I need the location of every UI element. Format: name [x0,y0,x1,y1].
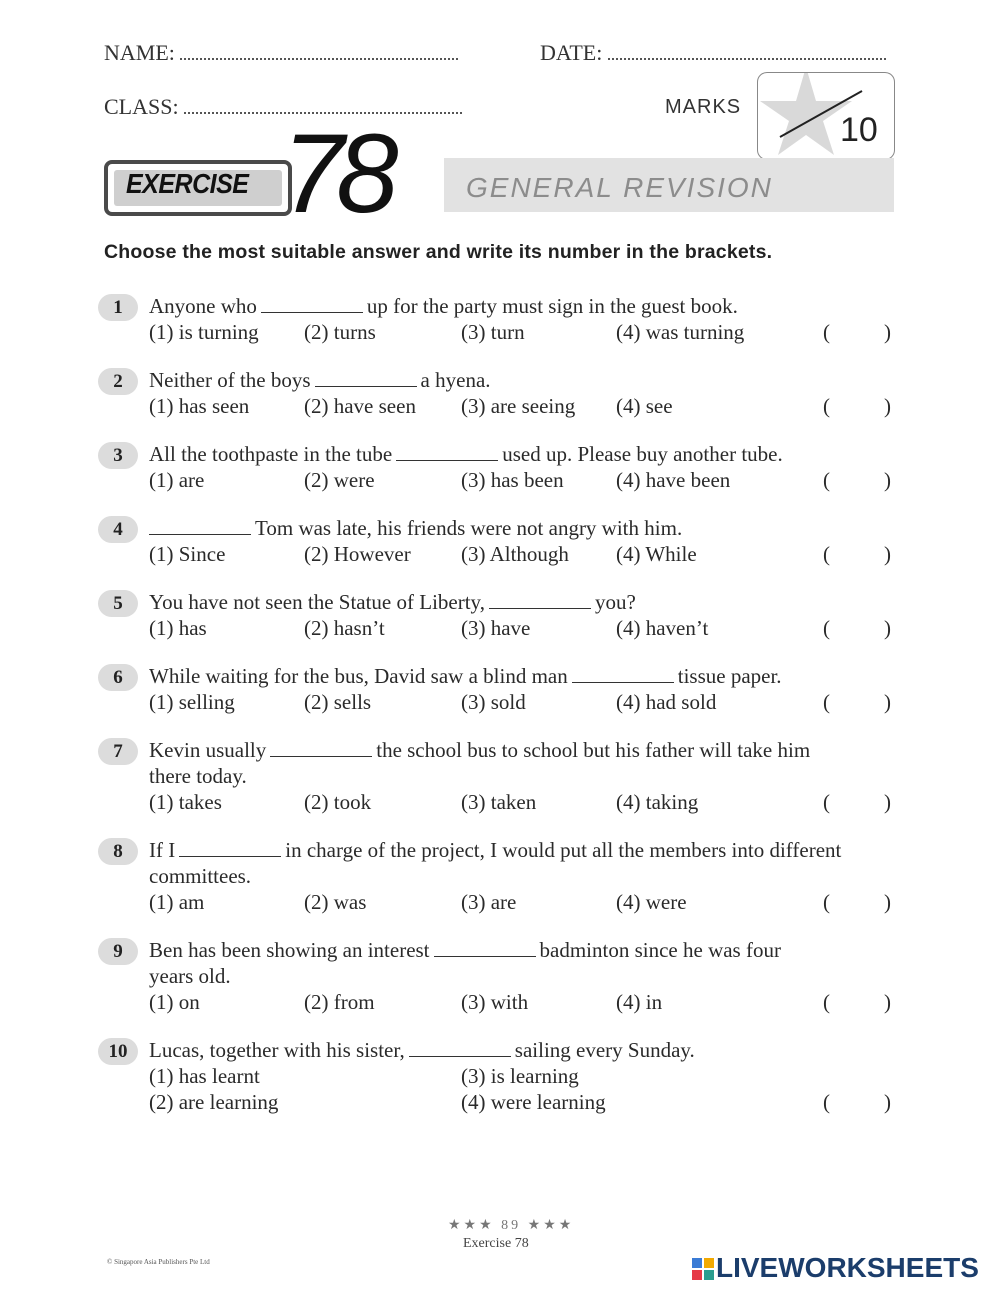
answer-option[interactable]: (3) is learning [461,1064,579,1088]
question-number-badge: 2 [98,368,138,395]
answer-blank[interactable] [572,668,674,683]
footer-exercise-label: Exercise 78 [463,1236,529,1251]
page-title: GENERAL REVISION [466,172,773,203]
answer-slot[interactable] [836,544,880,566]
answer-bracket-close: ) [884,394,891,418]
answer-option[interactable]: (3) are [461,890,517,914]
answer-blank[interactable] [261,298,363,313]
question-number-badge: 8 [98,838,138,865]
answer-option[interactable]: (3) with [461,990,529,1014]
question-number-badge: 7 [98,738,138,765]
answer-blank[interactable] [270,742,372,757]
answer-bracket-close: ) [884,320,891,344]
answer-slot[interactable] [836,692,880,714]
answer-bracket-close: ) [884,990,891,1014]
marks-label: MARKS [665,96,742,118]
question-text-before: Neither of the boys [149,368,311,392]
answer-slot[interactable] [836,322,880,344]
question-text [149,368,491,393]
answer-bracket-open: ( [823,320,830,344]
question-text [149,1038,695,1063]
answer-blank[interactable] [489,594,591,609]
question-text [149,442,783,467]
question-text-before: Anyone who [149,294,257,318]
answer-option[interactable]: (4) see [616,394,673,418]
answer-slot[interactable] [836,470,880,492]
answer-option[interactable]: (1) is turning [149,320,259,344]
answer-option[interactable]: (1) am [149,890,205,914]
question-text-after: a hyena. [420,368,491,392]
question-text-before: You have not seen the Statue of Liberty, [149,590,485,614]
class-label: CLASS: [104,94,179,119]
name-dotted-line[interactable] [180,54,458,60]
answer-option[interactable]: (3) sold [461,690,526,714]
answer-bracket-open: ( [823,394,830,418]
answer-bracket-close: ) [884,616,891,640]
answer-option[interactable]: (2) were [304,468,375,492]
answer-option[interactable]: (4) have been [616,468,731,492]
question-number-badge: 3 [98,442,138,469]
star-icon [760,73,852,155]
answer-option[interactable]: (4) While [616,542,697,566]
question-text-after: you? [594,590,636,614]
answer-bracket-open: ( [823,1090,830,1114]
answer-option[interactable]: (1) has seen [149,394,250,418]
answer-option[interactable]: (4) were [616,890,687,914]
question-text-before: While waiting for the bus, David saw a blind man [149,664,568,688]
answer-bracket-close: ) [884,790,891,814]
exercise-word: EXERCISE [126,168,249,200]
answer-bracket-close: ) [884,1090,891,1114]
answer-bracket-open: ( [823,542,830,566]
answer-option[interactable]: (2) took [304,790,372,814]
answer-option[interactable]: (3) turn [461,320,525,344]
date-label: DATE: [540,40,603,65]
answer-option[interactable]: (1) are [149,468,205,492]
question-text-after: up for the party must sign in the guest book. [366,294,738,318]
answer-option[interactable]: (1) Since [149,542,226,566]
answer-blank[interactable] [149,520,251,535]
answer-slot[interactable] [836,618,880,640]
answer-option[interactable]: (4) was turning [616,320,745,344]
answer-blank[interactable] [409,1042,511,1057]
liveworksheets-logo-icon [692,1254,716,1286]
marks-total: 10 [840,111,878,149]
answer-option[interactable]: (2) hasn’t [304,616,385,640]
answer-option[interactable]: (2) turns [304,320,376,344]
answer-bracket-close: ) [884,890,891,914]
answer-blank[interactable] [179,842,281,857]
question-text-after: sailing every Sunday. [514,1038,695,1062]
question-number-badge: 10 [98,1038,138,1065]
question-text [149,664,782,689]
question-text [149,294,738,319]
answer-bracket-open: ( [823,468,830,492]
question-text-before: Lucas, together with his sister, [149,1038,405,1062]
answer-slot[interactable] [836,892,880,914]
question-text [149,516,682,541]
answer-bracket-open: ( [823,790,830,814]
date-dotted-line[interactable] [608,54,886,60]
question-text-before: Ben has been showing an interest [149,938,430,962]
answer-blank[interactable] [434,942,536,957]
answer-option[interactable]: (4) haven’t [616,616,709,640]
question-text-after: Tom was late, his friends were not angry with him. [255,516,683,540]
answer-blank[interactable] [396,446,498,461]
instructions: Choose the most suitable answer and write its number in the brackets. [104,241,773,263]
question-text-before: If I [149,838,176,862]
answer-bracket-open: ( [823,890,830,914]
question-text-before: Kevin usually [149,738,267,762]
question-text [149,938,781,963]
answer-bracket-close: ) [884,690,891,714]
marks-box[interactable] [757,72,895,160]
answer-bracket-close: ) [884,468,891,492]
question-text-before: All the toothpaste in the tube [149,442,393,466]
answer-option[interactable]: (2) have seen [304,394,416,418]
answer-option[interactable]: (1) has [149,616,207,640]
copyright-notice: © Singapore Asia Publishers Pte Ltd [107,1258,210,1266]
question-number-badge: 4 [98,516,138,543]
answer-option[interactable]: (4) had sold [616,690,717,714]
question-text-after: the school bus to school but his father will take him [376,738,811,762]
question-text [149,838,841,863]
exercise-number: 78 [282,111,391,236]
answer-option[interactable]: (3) has been [461,468,564,492]
answer-slot[interactable] [836,1092,880,1114]
question-text [149,738,810,763]
question-text-continued: there today. [149,764,247,788]
answer-option[interactable]: (3) taken [461,790,537,814]
answer-slot[interactable] [836,396,880,418]
answer-option[interactable]: (2) from [304,990,375,1014]
answer-option[interactable]: (3) have [461,616,531,640]
question-text [149,590,636,615]
answer-slot[interactable] [836,792,880,814]
name-label: NAME: [104,40,175,65]
answer-option[interactable]: (3) Although [461,542,569,566]
question-number-badge: 9 [98,938,138,965]
answer-option[interactable]: (4) taking [616,790,699,814]
liveworksheets-logo-text: LIVEWORKSHEETS [716,1252,979,1283]
answer-option[interactable]: (1) selling [149,690,235,714]
question-text-continued: committees. [149,864,252,888]
answer-bracket-open: ( [823,990,830,1014]
answer-option[interactable]: (3) are seeing [461,394,576,418]
question-number-badge: 5 [98,590,138,617]
answer-option[interactable]: (2) was [304,890,367,914]
name-field[interactable] [104,40,458,66]
answer-option[interactable]: (2) However [304,542,411,566]
answer-option[interactable]: (2) are learning [149,1090,279,1114]
answer-bracket-open: ( [823,616,830,640]
answer-blank[interactable] [315,372,417,387]
question-number-badge: 6 [98,664,138,691]
question-text-continued: years old. [149,964,231,988]
answer-bracket-open: ( [823,690,830,714]
answer-option[interactable]: (1) takes [149,790,222,814]
question-number-badge: 1 [98,294,138,321]
page-number-stars: ★★★ 89 ★★★ [448,1218,575,1233]
answer-option[interactable]: (4) were learning [461,1090,606,1114]
answer-option[interactable]: (4) in [616,990,663,1014]
date-field[interactable] [540,40,886,66]
answer-slot[interactable] [836,992,880,1014]
answer-bracket-close: ) [884,542,891,566]
answer-option[interactable]: (2) sells [304,690,372,714]
question-text-after: tissue paper. [677,664,782,688]
answer-option[interactable]: (1) on [149,990,200,1014]
question-text-after: in charge of the project, I would put all the members into different [285,838,842,862]
answer-option[interactable]: (1) has learnt [149,1064,260,1088]
question-text-after: used up. Please buy another tube. [502,442,783,466]
question-text-after: badminton since he was four [539,938,781,962]
